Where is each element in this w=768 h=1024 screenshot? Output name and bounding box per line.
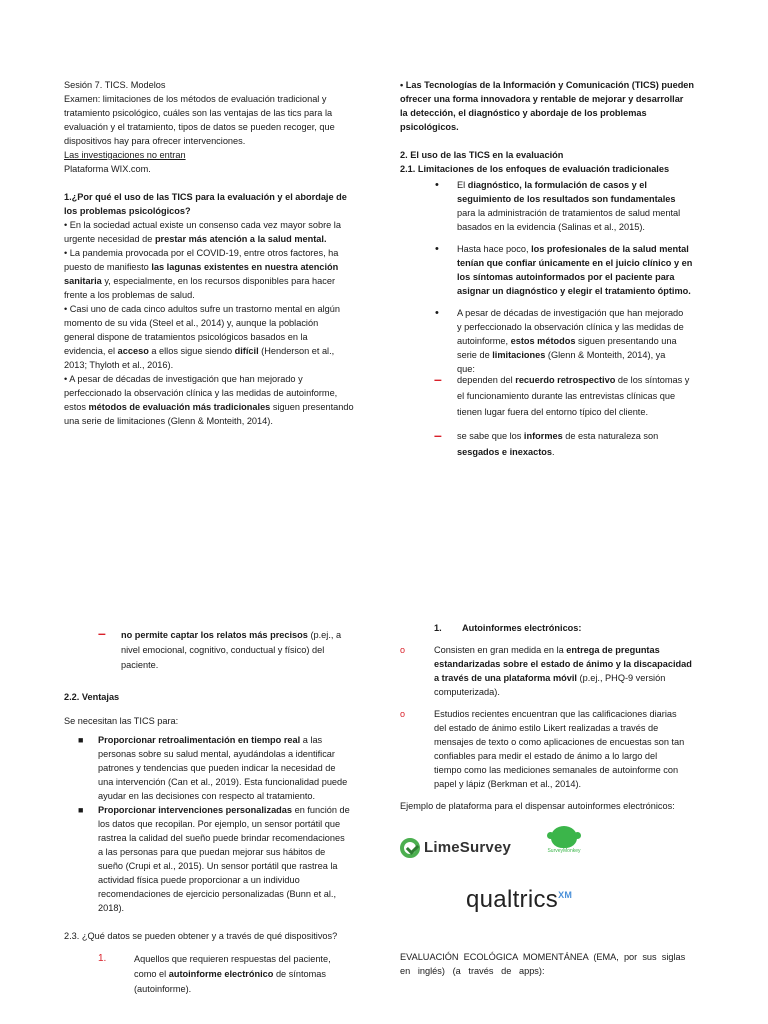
self-report-1-line-2: estandarizadas sobre el estado de ánimo y la discapacidad [434, 659, 692, 669]
list-number-1: 1. [98, 953, 107, 964]
self-report-1-line-3: a través de una plataforma móvil (p.ej., PHQ-9 versión [434, 673, 666, 683]
exam-line-2: tratamiento psicológico, cuáles son las ventajas de las tics para la [64, 108, 333, 118]
adv-2-line-4: a las personas para que puedan mejorar sus hábitos de [98, 847, 326, 857]
adv-2-line-7: recomendaciones de ejercicio personalizadas (Bunn et al., [98, 889, 336, 899]
data-types-list [64, 952, 374, 997]
bullet-4-line-4: una serie de limitaciones (Glenn & Monteith, 2014). [64, 416, 273, 426]
ema-paragraph [400, 950, 720, 978]
circle-bullet-icon: o [400, 645, 406, 655]
platform-example-text: Ejemplo de plataforma para el dispensar autoinformes electrónicos: [400, 801, 675, 811]
adv-1-line-3: patrones y tendencias que pueden indicar la necesidad de [98, 763, 336, 773]
bullet-3-line-2: momento de su vida (Steel et al., 2014) y, aunque la población [64, 318, 319, 328]
bullet-3-line-4: evidencia, el acceso a ellos sigue siendo difícil (Henderson et al., [64, 346, 335, 356]
self-report-2-line-1: Estudios recientes encuentran que las calificaciones diarias [434, 709, 677, 719]
bullet-3-line-5: 2013; Thyloth et al., 2016). [64, 360, 174, 370]
surveymonkey-logo [544, 826, 584, 855]
heading-number: 1. [434, 623, 442, 633]
adv-1-line-5: ayudar en las decisiones con respecto al tratamiento. [98, 791, 316, 801]
adv-2-line-6: actividad física puede proporcionar a un individuo [98, 875, 300, 885]
self-report-1-line-4: computerizada). [434, 687, 500, 697]
session-title: Sesión 7. TICS. Modelos [64, 80, 166, 90]
advantages-list [64, 733, 374, 915]
limit-4-line-1: no permite captar los relatos más precisos (p.ej., a [121, 630, 342, 640]
right-top-column [400, 78, 720, 176]
self-report-2-line-3: mensajes de texto o como aplicaciones de encuestas son tan [434, 737, 685, 747]
intro-line-4: psicológicos. [400, 122, 459, 132]
bullet-2-line-1: • La pandemia provocada por el COVID-19, entre otros factores, ha [64, 248, 339, 258]
limesurvey-logo [400, 838, 511, 858]
sub-limitations-2 [400, 428, 720, 460]
bullet-3-line-1: • Casi uno de cada cinco adultos sufre un trastorno mental en algún [64, 304, 340, 314]
intro-line-2: ofrecer una forma innovadora y rentable de mejorar y desarrollar [400, 94, 684, 104]
section-2-1-heading: 2.1. Limitaciones de los enfoques de evaluación tradicionales [400, 164, 670, 174]
limit-1-line-3: para la administración de tratamientos de salud mental [457, 208, 681, 218]
sub-2-line-2: sesgados e inexactos. [457, 447, 555, 457]
advantages-section [64, 690, 374, 728]
adv-1-line-2: personas sobre su salud mental, ayudándolas a identificar [98, 749, 335, 759]
sub-limitations [400, 372, 720, 420]
electronic-self-report-heading: Autoinformes electrónicos: [462, 623, 582, 633]
sub-1-line-1: dependen del recuerdo retrospectivo de los síntomas y [457, 375, 690, 385]
limit-2-line-3: los síntomas autoinformados por el paciente para [457, 272, 675, 282]
adv-2-line-5: sueño (Crupi et al., 2015). Un sensor portátil que rastrea la [98, 861, 338, 871]
platform-note: Plataforma WIX.com. [64, 164, 151, 174]
advantages-intro: Se necesitan las TICS para: [64, 716, 179, 726]
surveymonkey-wordmark: SurveyMonkey [547, 848, 581, 854]
bullet-2-line-3: sanitaria y, especialmente, en los recursos disponibles para hacer [64, 276, 336, 286]
intro-line-3: la detección, el diagnóstico y abordaje de los problemas [400, 108, 647, 118]
self-report-2-line-2: del estado de ánimo estilo Likert realizadas a través de [434, 723, 659, 733]
square-bullet-icon: ■ [78, 735, 84, 745]
question-1-line-1: 1.¿Por qué el uso de las TICS para la evaluación y el abordaje de [64, 192, 347, 202]
limitations-list [400, 178, 720, 376]
section-2-3 [64, 929, 374, 943]
self-report-1-line-1: Consisten en gran medida en la entrega de preguntas [434, 645, 660, 655]
circle-bullet-icon: o [400, 709, 406, 719]
sub-2-line-1: se sabe que los informes de esta naturaleza son [457, 431, 659, 441]
bullet-4-line-3: estos métodos de evaluación más tradicionales siguen presentando [64, 402, 354, 412]
bullet-3-line-3: general dispone de tratamientos psicológicos basados en la [64, 332, 308, 342]
qualtrics-wordmark: qualtrics [466, 886, 559, 913]
limit-4-line-2: nivel emocional, cognitivo, conductual y físico) del [121, 645, 325, 655]
left-bottom-column [64, 625, 374, 673]
self-report-2-line-4: confiables para medir el estado de ánimo a lo largo del [434, 751, 658, 761]
bullet-2-line-4: frente a los problemas de salud. [64, 290, 195, 300]
limit-2-line-2: tenían que confiar únicamente en el juicio clínico y en [457, 258, 693, 268]
limit-3-line-4: serie de limitaciones (Glenn & Monteith, 2014), ya [457, 350, 666, 360]
red-dash-icon: – [434, 371, 442, 387]
red-dash-icon: – [434, 427, 442, 443]
adv-1-line-1: Proporcionar retroalimentación en tiempo real a las [98, 735, 323, 745]
self-report-2-line-5: tiempo como las mediciones semanales de autoinforme con [434, 765, 679, 775]
sub-1-line-3: tienen lugar fuera del entorno típico del cliente. [457, 407, 649, 417]
limit-3-line-3: autoinforme, estos métodos siguen presentando una [457, 336, 677, 346]
limit-3-line-2: y perfeccionado la observación clínica y las medidas de [457, 322, 684, 332]
limit-2-line-4: asignar un diagnóstico y elegir el tratamiento óptimo. [457, 286, 691, 296]
section-2-heading: 2. El uso de las TICS en la evaluación [400, 150, 564, 160]
self-report-list [400, 643, 720, 813]
sub-1-line-2: el funcionamiento durante las entrevistas clínicas que [457, 391, 676, 401]
limit-1-line-2: seguimiento de los resultados son fundamentales [457, 194, 676, 204]
exam-line-3: evaluación y el tratamiento, tipos de datos se pueden recoger, que [64, 122, 335, 132]
bullet-1-line-1: • En la sociedad actual existe un consenso cada vez mayor sobre la [64, 220, 341, 230]
section-2-3-heading: 2.3. ¿Qué datos se pueden obtener y a través de qué dispositivos? [64, 931, 338, 941]
adv-2-line-1: Proporcionar intervenciones personalizadas en función de [98, 805, 350, 815]
limit-2-line-1: Hasta hace poco, los profesionales de la salud mental [457, 244, 689, 254]
question-1-line-2: los problemas psicológicos? [64, 206, 191, 216]
limit-4-line-3: paciente. [121, 660, 159, 670]
ema-line-2: en inglés) (a través de apps): [400, 966, 545, 976]
bullet-4-line-2: perfeccionado la observación clínica y las medidas de autoinforme, [64, 388, 338, 398]
bullet-dot-icon: • [435, 243, 439, 255]
qualtrics-xm-mark: XM [558, 890, 573, 900]
ema-line-1: EVALUACIÓN ECOLÓGICA MOMENTÁNEA (EMA, por sus siglas [400, 952, 686, 962]
limit-1-line-1: El diagnóstico, la formulación de casos y el [457, 180, 647, 190]
data-type-1-line-1: Aquellos que requieren respuestas del paciente, [134, 954, 331, 964]
limesurvey-wordmark: LimeSurvey [424, 839, 512, 856]
limit-3-line-1: A pesar de décadas de investigación que han mejorado [457, 308, 684, 318]
bullet-dot-icon: • [435, 307, 439, 319]
adv-2-line-3: rastrea la calidad del sueño puede brindar recomendaciones [98, 833, 345, 843]
data-type-1-line-3: (autoinforme). [134, 984, 192, 994]
square-bullet-icon: ■ [78, 805, 84, 815]
section-2-2-heading: 2.2. Ventajas [64, 692, 120, 702]
bullet-4-line-1: • A pesar de décadas de investigación que han mejorado y [64, 374, 303, 384]
limesurvey-check-icon [400, 838, 420, 858]
bullet-1-line-2: urgente necesidad de prestar más atención a la salud mental. [64, 234, 327, 244]
red-dash-icon: – [98, 625, 106, 641]
exam-line-4: dispositivos hay para ofrecer intervenciones. [64, 136, 246, 146]
surveymonkey-monkey-icon [551, 826, 577, 848]
left-top-column [64, 78, 374, 428]
qualtrics-logo [466, 886, 573, 913]
limit-3-line-5: que: [457, 364, 475, 374]
data-type-1-line-2: como el autoinforme electrónico de síntomas [134, 969, 326, 979]
exam-line-1: Examen: limitaciones de los métodos de evaluación tradicional y [64, 94, 327, 104]
bullet-dot-icon: • [435, 179, 439, 191]
adv-2-line-8: 2018). [98, 903, 125, 913]
self-report-2-line-6: papel y lápiz (Berkman et al., 2014). [434, 779, 582, 789]
research-note: Las investigaciones no entran [64, 150, 186, 160]
limit-1-line-4: basados en la evidencia (Salinas et al., 2015). [457, 222, 645, 232]
adv-1-line-4: una intervención (Can et al., 2019). Esta funcionalidad puede [98, 777, 348, 787]
bullet-2-line-2: puesto de manifiesto las lagunas existentes en nuestra atención [64, 262, 339, 272]
intro-line-1: • Las Tecnologías de la Información y Comunicación (TICS) pueden [400, 80, 695, 90]
adv-2-line-2: los datos que recopilan. Por ejemplo, un sensor portátil que [98, 819, 341, 829]
